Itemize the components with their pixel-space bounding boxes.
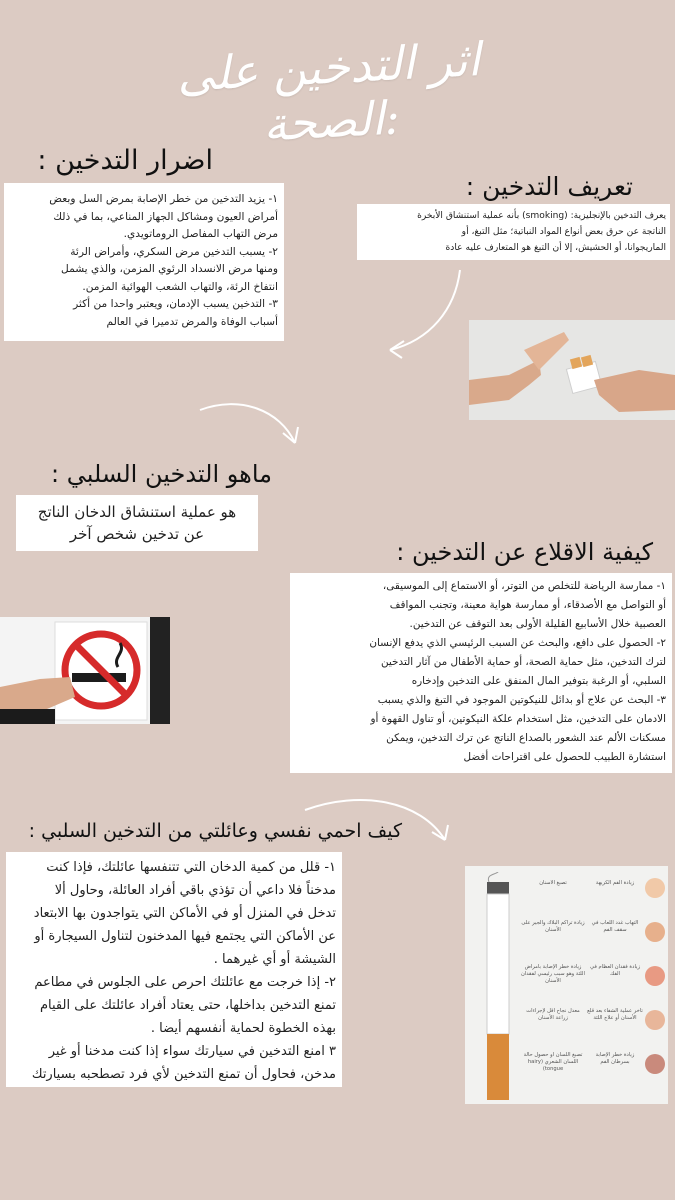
definition-line: يعرف التدخين بالإنجليزية: (smoking) بأنه عملية استنشاق الأبخرة: [417, 211, 666, 221]
definition-line: الناتجة عن حرق بعض أنواع المواد النباتية؛ مثل التبغ، أو: [461, 227, 666, 237]
refuse-cigarette-photo: [469, 320, 675, 420]
protect-line: مدخن، فحاول أن تمنع التدخين لأي فرد تصطحبه بسيارتك: [31, 1067, 336, 1082]
protect-line: ٢- إذا خرجت مع عائلتك احرص على الجلوس في مطاعم: [34, 975, 336, 990]
protect-box: [6, 852, 342, 1087]
quitting-line: أو التواصل مع الأصدقاء، أو ممارسة هواية معينة، وتجنب المواقف: [389, 599, 666, 611]
curved-arrow-1: [380, 265, 470, 365]
right-labels: [587, 880, 643, 1092]
passive-box: [16, 495, 258, 551]
left-label: تصبغ الأسنان: [539, 880, 567, 886]
quitting-line: ١- ممارسة الرياضة للتخلص من التوتر، أو الاستماع إلى الموسيقى،: [382, 580, 666, 592]
definition-heading: تعريف التدخين :: [465, 172, 633, 201]
harms-line: انتفاخ الرئة، والتهاب الشعب الهوائية المزمن.: [82, 280, 278, 293]
left-label: تصبغ اللسان أو حصول حالة اللسان الشعري (hairy tongue): [523, 1052, 583, 1072]
curved-arrow-2: [195, 395, 305, 455]
quitting-heading: كيفية الاقلاع عن التدخين :: [396, 538, 653, 566]
quitting-line: مسكنات الألم عند الشعور بالصداع الناتج عن ترك التدخين، ويمكن: [386, 732, 666, 744]
quitting-line: لترك التدخين، مثل حماية الصحة، أو حماية الأطفال من آثار التدخين: [381, 656, 666, 668]
harms-line: ومنها مرض الانسداد الرئوي المزمن، والذي يشمل: [61, 263, 278, 275]
cigarette-illustration: [481, 872, 517, 1102]
protect-line: عن الأماكن التي يجتمع فيها المدخنون لتناول السيجارة أو: [34, 929, 336, 944]
definition-box: [357, 204, 670, 260]
protect-line: ١- قلل من كمية الدخان التي تتنفسها عائلتك، فإذا كنت: [46, 860, 336, 875]
right-label: زيادة الفم الكريهة: [595, 880, 635, 886]
passive-line: هو عملية استنشاق الدخان الناتج: [37, 503, 237, 521]
harms-line: أسباب الوفاة والمرض تدميرا في العالم: [106, 315, 278, 328]
harms-line: أمراض العيون ومشاكل الجهاز المناعي، بما في ذلك: [53, 210, 278, 223]
quitting-box: [290, 573, 672, 773]
protect-line: بهذه الخطوة لحماية أنفسهم أيضا .: [150, 1021, 336, 1036]
harms-heading: اضرار التدخين :: [37, 145, 213, 176]
right-label: زيادة فقدان العظام في الفك: [590, 964, 640, 977]
quitting-line: السلبي، أو الرغبة بتوفير المال المنفق على التدخين وإدخاره: [411, 675, 666, 687]
quitting-line: ٢- الحصول على دافع، والبحث عن السبب الرئيسي الذي يدفع الإنسان: [369, 637, 666, 649]
left-label: زيادة خطر الإصابة بأمراض اللثة وهو سبب رئيسي لفقدان الأسنان: [521, 964, 585, 984]
right-label: التهاب غدد اللعاب في سقف الفم: [591, 920, 639, 933]
harms-line: ٢- يسبب التدخين مرض السكري، وأمراض الرئة: [70, 245, 278, 258]
harms-box: [4, 183, 284, 341]
harms-line: ١- يزيد التدخين من خطر الإصابة بمرض السل وبعض: [49, 193, 278, 205]
quitting-line: استشارة الطبيب للحصول على اقتراحات أفضل: [463, 751, 666, 763]
passive-line: عن تدخين شخص آخر: [69, 525, 205, 543]
protect-heading: كيف احمي نفسي وعائلتي من التدخين السلبي :: [28, 820, 402, 842]
left-labels: [521, 880, 585, 1092]
quitting-line: الادمان على التدخين، مثل استخدام علكة النيكوتين، أو تناول القهوة أو: [370, 713, 666, 725]
right-label: تأخر عملية الشفاء بعد قلع الأسنان أو علاج اللثة: [587, 1008, 643, 1021]
protect-line: ٣ امنع التدخين في سيارتك سواء إذا كنت مدخنا أو غير: [48, 1044, 336, 1059]
harms-line: مرض التهاب المفاصل الروماتويدي.: [123, 228, 278, 240]
no-smoking-sign-photo: [0, 617, 170, 724]
left-label: زيادة تراكم البلاك والجير على الأسنان: [521, 920, 585, 933]
protect-line: تمنع التدخين بداخلها، حتى يعتاد أفراد عائلتك على القيام: [39, 998, 336, 1013]
oral-health-infographic: [465, 866, 668, 1104]
protect-line: مدخناً فلا داعي أن تؤذي باقي أفراد العائلة، وحاول ألا: [54, 883, 336, 898]
quitting-line: العصبية خلال الأسابيع القليلة الأولى بعد التوقف عن التدخين.: [409, 618, 666, 630]
protect-line: تدخل في المنزل أو في الأماكن التي يتواجدون بها الابتعاد: [33, 906, 336, 921]
definition-line: الماريجوانا، أو الحشيش، إلا أن التبغ هو المتعارف عليه عادة: [445, 243, 666, 253]
page-title: اثر التدخين على الصحة:: [175, 32, 482, 152]
passive-heading: ماهو التدخين السلبي :: [51, 460, 272, 488]
right-label: زيادة خطر الإصابة بسرطان الفم: [595, 1052, 635, 1065]
quitting-line: ٣- البحث عن علاج أو بدائل للنيكوتين الموجود في التبغ والذي يسبب: [377, 694, 666, 706]
oral-icons: [643, 874, 667, 1099]
protect-line: الشيشة أو أي غيرهما .: [213, 952, 336, 967]
left-label: معدل نجاح أقل لإجراءات زراعة الأسنان: [526, 1008, 580, 1021]
harms-line: ٣- التدخين يسبب الإدمان، ويعتبر واحدا من أكثر: [73, 298, 278, 310]
